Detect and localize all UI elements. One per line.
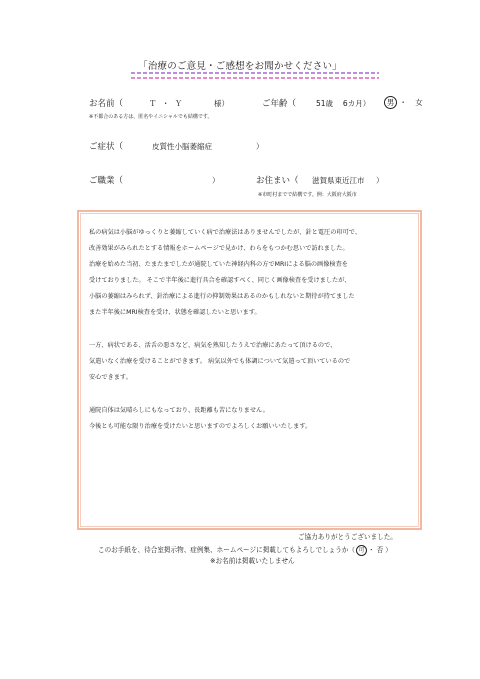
- body-line: 治療を始めた当初、たまたまでしたが通院していた神経内科の方でMRIによる脳の画像検査を: [89, 261, 348, 268]
- title-underline-bottom: [131, 77, 379, 79]
- gender-male-circled: 男: [384, 96, 397, 109]
- job-label: ご職業（: [89, 176, 124, 186]
- body-line: 気遣いなく治療を受けることができます。 病気以外でも体調について気遣って頂いているので: [89, 358, 351, 365]
- body-line: 今後とも可能な限り治療を受けたいと思いますのでよろしくお願いいたします。: [89, 423, 312, 430]
- body-line: 小脳の萎縮はみられず、針治療による進行の抑制効果はあるのかもしれないと期待が持てました: [89, 293, 355, 300]
- gender-female: 女: [415, 98, 423, 107]
- consent-no: 否: [376, 546, 384, 554]
- symptom-label: ご症状（: [89, 142, 124, 152]
- body-line: 受けておりました。 そこで半年後に進行具合を確認すべく、同じく画像検査を受けましたが、: [89, 277, 351, 284]
- address-label: お住まい（: [256, 176, 299, 186]
- body-line: 安心できます。: [89, 374, 132, 381]
- body-line: 私の病気は小脳がゆっくりと萎縮していく病で治療法はありませんでしたが、針と電圧の印可で、: [89, 229, 362, 236]
- consent-separator: ・: [368, 546, 375, 554]
- body-line: 通院自体は気晴らしにもなっており、長距離も苦になりません。: [89, 407, 269, 414]
- body-line: また半年後にMRI検査を受け、状態を確認したいと思います。: [89, 309, 261, 316]
- name-note: ※不都合のある方は、匿名やイニシャルでも結構です。: [89, 114, 213, 120]
- address-note: ※市町村までで結構です。例：大阪府大阪市: [258, 192, 357, 198]
- address-close: ）: [376, 176, 384, 185]
- name-label: お名前（: [89, 99, 124, 109]
- gender-separator: ・: [399, 98, 407, 107]
- consent-close: ）: [385, 546, 392, 554]
- symptom-value: 皮質性小脳萎縮症: [152, 142, 212, 151]
- body-line: 一方、病状である、活舌の悪さなど、病気を熟知したうえで治療にあたって頂けるので、: [89, 342, 337, 349]
- consent-line: [98, 544, 392, 556]
- title-underline-top: [131, 72, 379, 74]
- name-suffix: 様）: [214, 99, 229, 108]
- gender-options: [384, 96, 423, 109]
- symptom-close: ）: [256, 142, 264, 151]
- thanks-text: ご協力ありがとうございました。: [298, 533, 397, 541]
- consent-yes-circled: 可: [356, 545, 367, 556]
- page-title: 「治療のご意見・ご感想をお聞かせください」: [138, 61, 342, 72]
- address-value: 滋賀県東近江市: [312, 176, 365, 185]
- age-label: ご年齢（: [262, 99, 297, 109]
- consent-text: このお手紙を、待合室掲示物、症例集、ホームページに掲載してもよろしでしょうか（: [98, 546, 356, 554]
- name-value: Ｔ ・ Ｙ: [149, 99, 183, 108]
- footer-note: ※お名前は掲載いたしません: [210, 557, 295, 565]
- body-line: 改善効果がみられたとする情報をホームページで見かけ、わらをもつかむ思いで訪れました。: [89, 245, 349, 252]
- age-value: 51歳 6カ月）: [316, 99, 371, 108]
- job-close: ）: [212, 176, 220, 185]
